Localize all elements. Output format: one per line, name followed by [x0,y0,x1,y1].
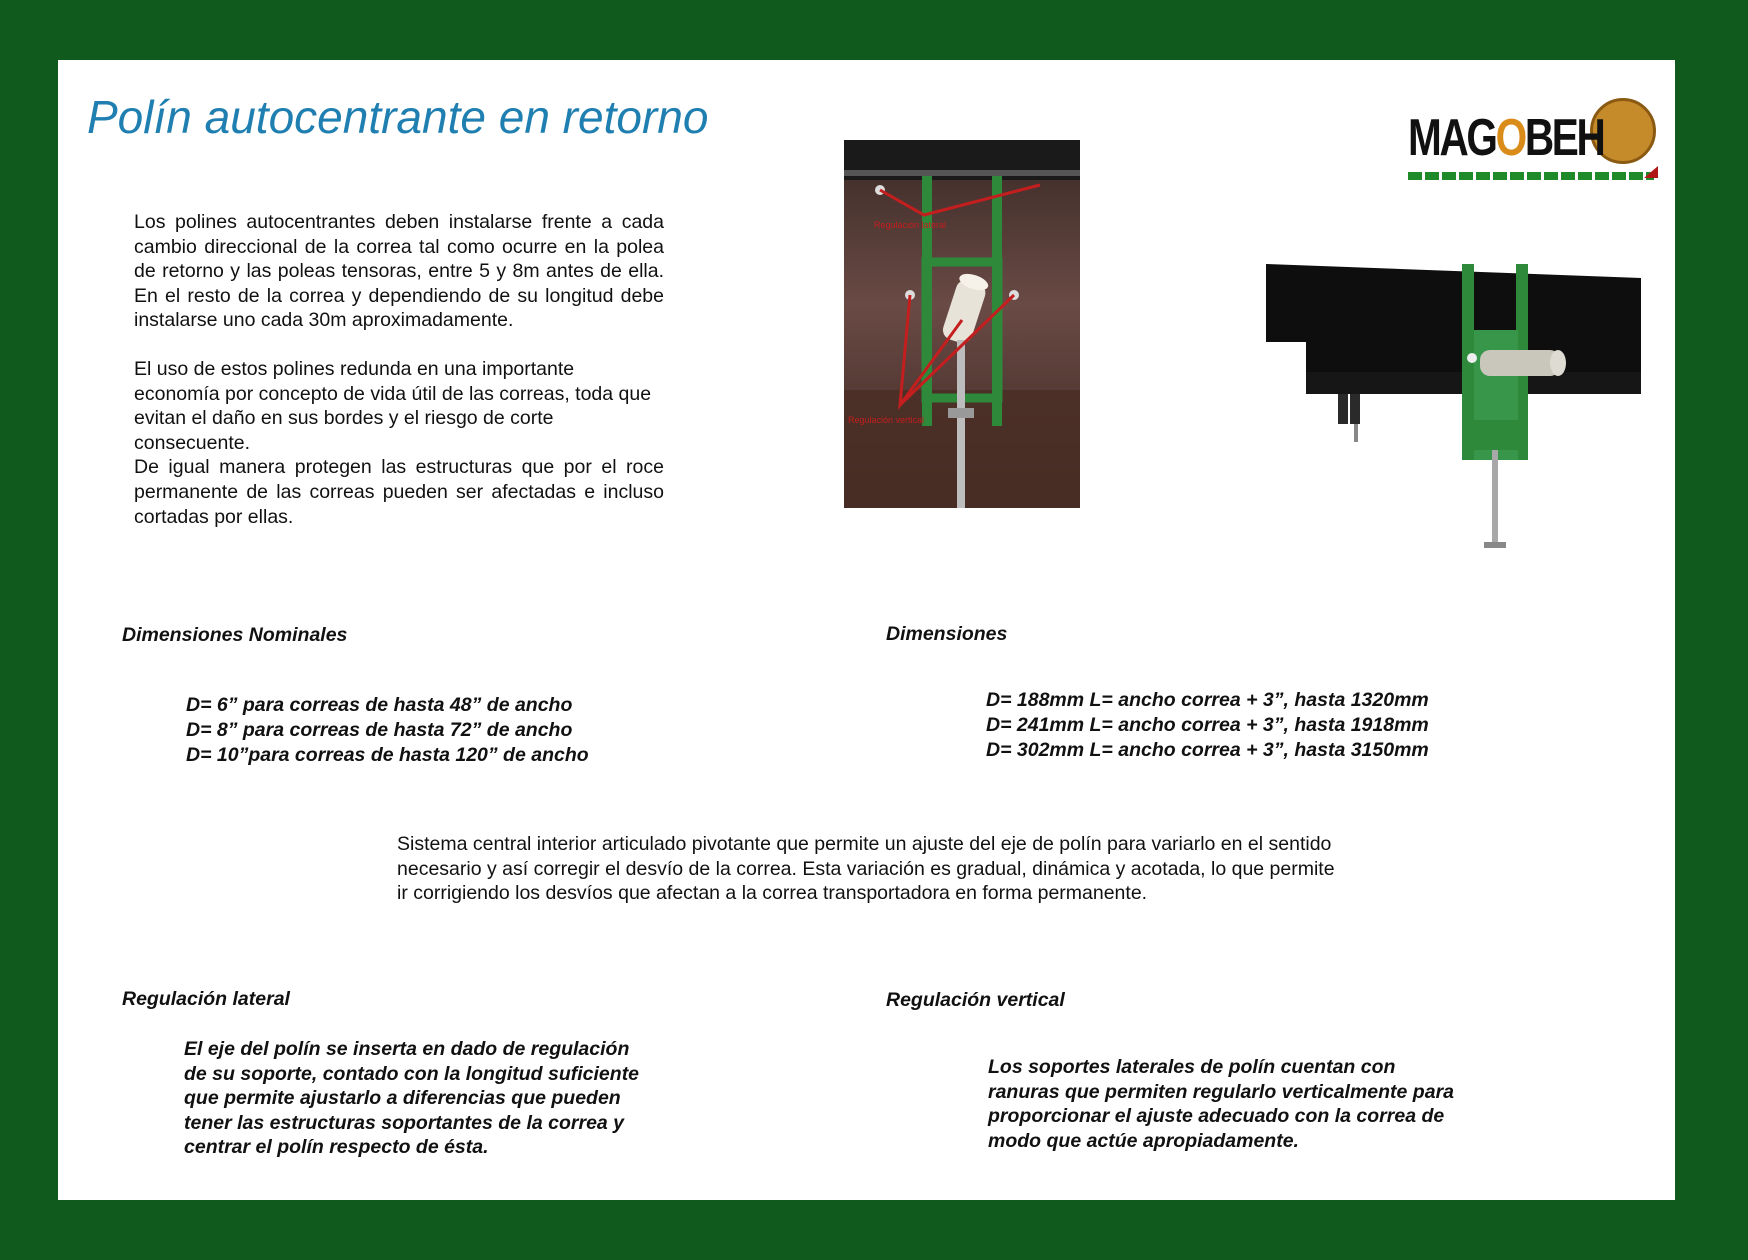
document-page [58,60,1675,1200]
list-item: D= 6” para correas de hasta 48” de ancho [186,694,573,716]
central-system-text: Sistema central interior articulado pivotante que permite un ajuste del eje de polín para variarlo en el sentido necesario y así corregir el desvío de la correa. Esta variación es gradual, dinámica y acotada, lo que permite ir corrigiendo los desvíos que afectan a la correa transportadora en forma permanente. [397,833,1335,905]
nominal-dimensions-heading: Dimensiones Nominales [122,624,348,646]
label-lateral: Regulación lateral [874,220,947,230]
intro-paragraph-3: De igual manera protegen las estructuras que por el roce permanente de las correas pueden ser afectadas e incluso cortadas por ellas. [134,456,664,528]
lateral-regulation-heading: Regulación lateral [122,988,290,1010]
logo-stripe [1408,172,1654,180]
idler-closeup-photo [844,140,1080,508]
logo-flag-icon [1644,166,1658,178]
logo-wordmark: MAGOBEH [1408,109,1604,167]
list-item: D= 8” para correas de hasta 72” de ancho [186,719,573,741]
idler-mounted-photo [1266,260,1644,560]
list-item: D= 188mm L= ancho correa + 3”, hasta 1320mm [986,689,1429,711]
vertical-regulation-heading: Regulación vertical [886,989,1065,1011]
vertical-regulation-text: Los soportes laterales de polín cuentan con ranuras que permiten regularlo verticalmente para proporcionar el ajuste adecuado con la correa de modo que actúe apropiadamente. [988,1056,1455,1152]
nominal-dimensions-list [186,693,589,768]
dimensions-list [986,688,1429,763]
page-title: Polín autocentrante en retorno [87,91,709,143]
lateral-regulation-text: El eje del polín se inserta en dado de regulación de su soporte, contado con la longitud suficiente que permite ajustarlo a diferencias que pueden tener las estructuras soportantes de la correa y centrar el polín respecto de ésta. [184,1038,640,1159]
intro-text [134,210,664,553]
list-item: D= 302mm L= ancho correa + 3”, hasta 3150mm [986,739,1429,761]
list-item: D= 10”para correas de hasta 120” de ancho [186,744,589,766]
company-logo [1408,80,1658,200]
intro-paragraph-1: Los polines autocentrantes deben instalarse frente a cada cambio direccional de la correa tal como ocurre en la polea de retorno y las poleas tensoras, entre 5 y 8m antes de ella. En el resto de la correa y dependiendo de su longitud debe instalarse uno cada 30m aproximadamente. [134,211,664,332]
label-vertical: Regulación vertical [848,415,925,425]
dimensions-heading: Dimensiones [886,623,1008,645]
list-item: D= 241mm L= ancho correa + 3”, hasta 1918mm [986,714,1429,736]
intro-paragraph-2: El uso de estos polines redunda en una importante economía por concepto de vida útil de las correas, toda que evitan el daño en sus bordes y el riesgo de corte consecuente. [134,357,652,454]
